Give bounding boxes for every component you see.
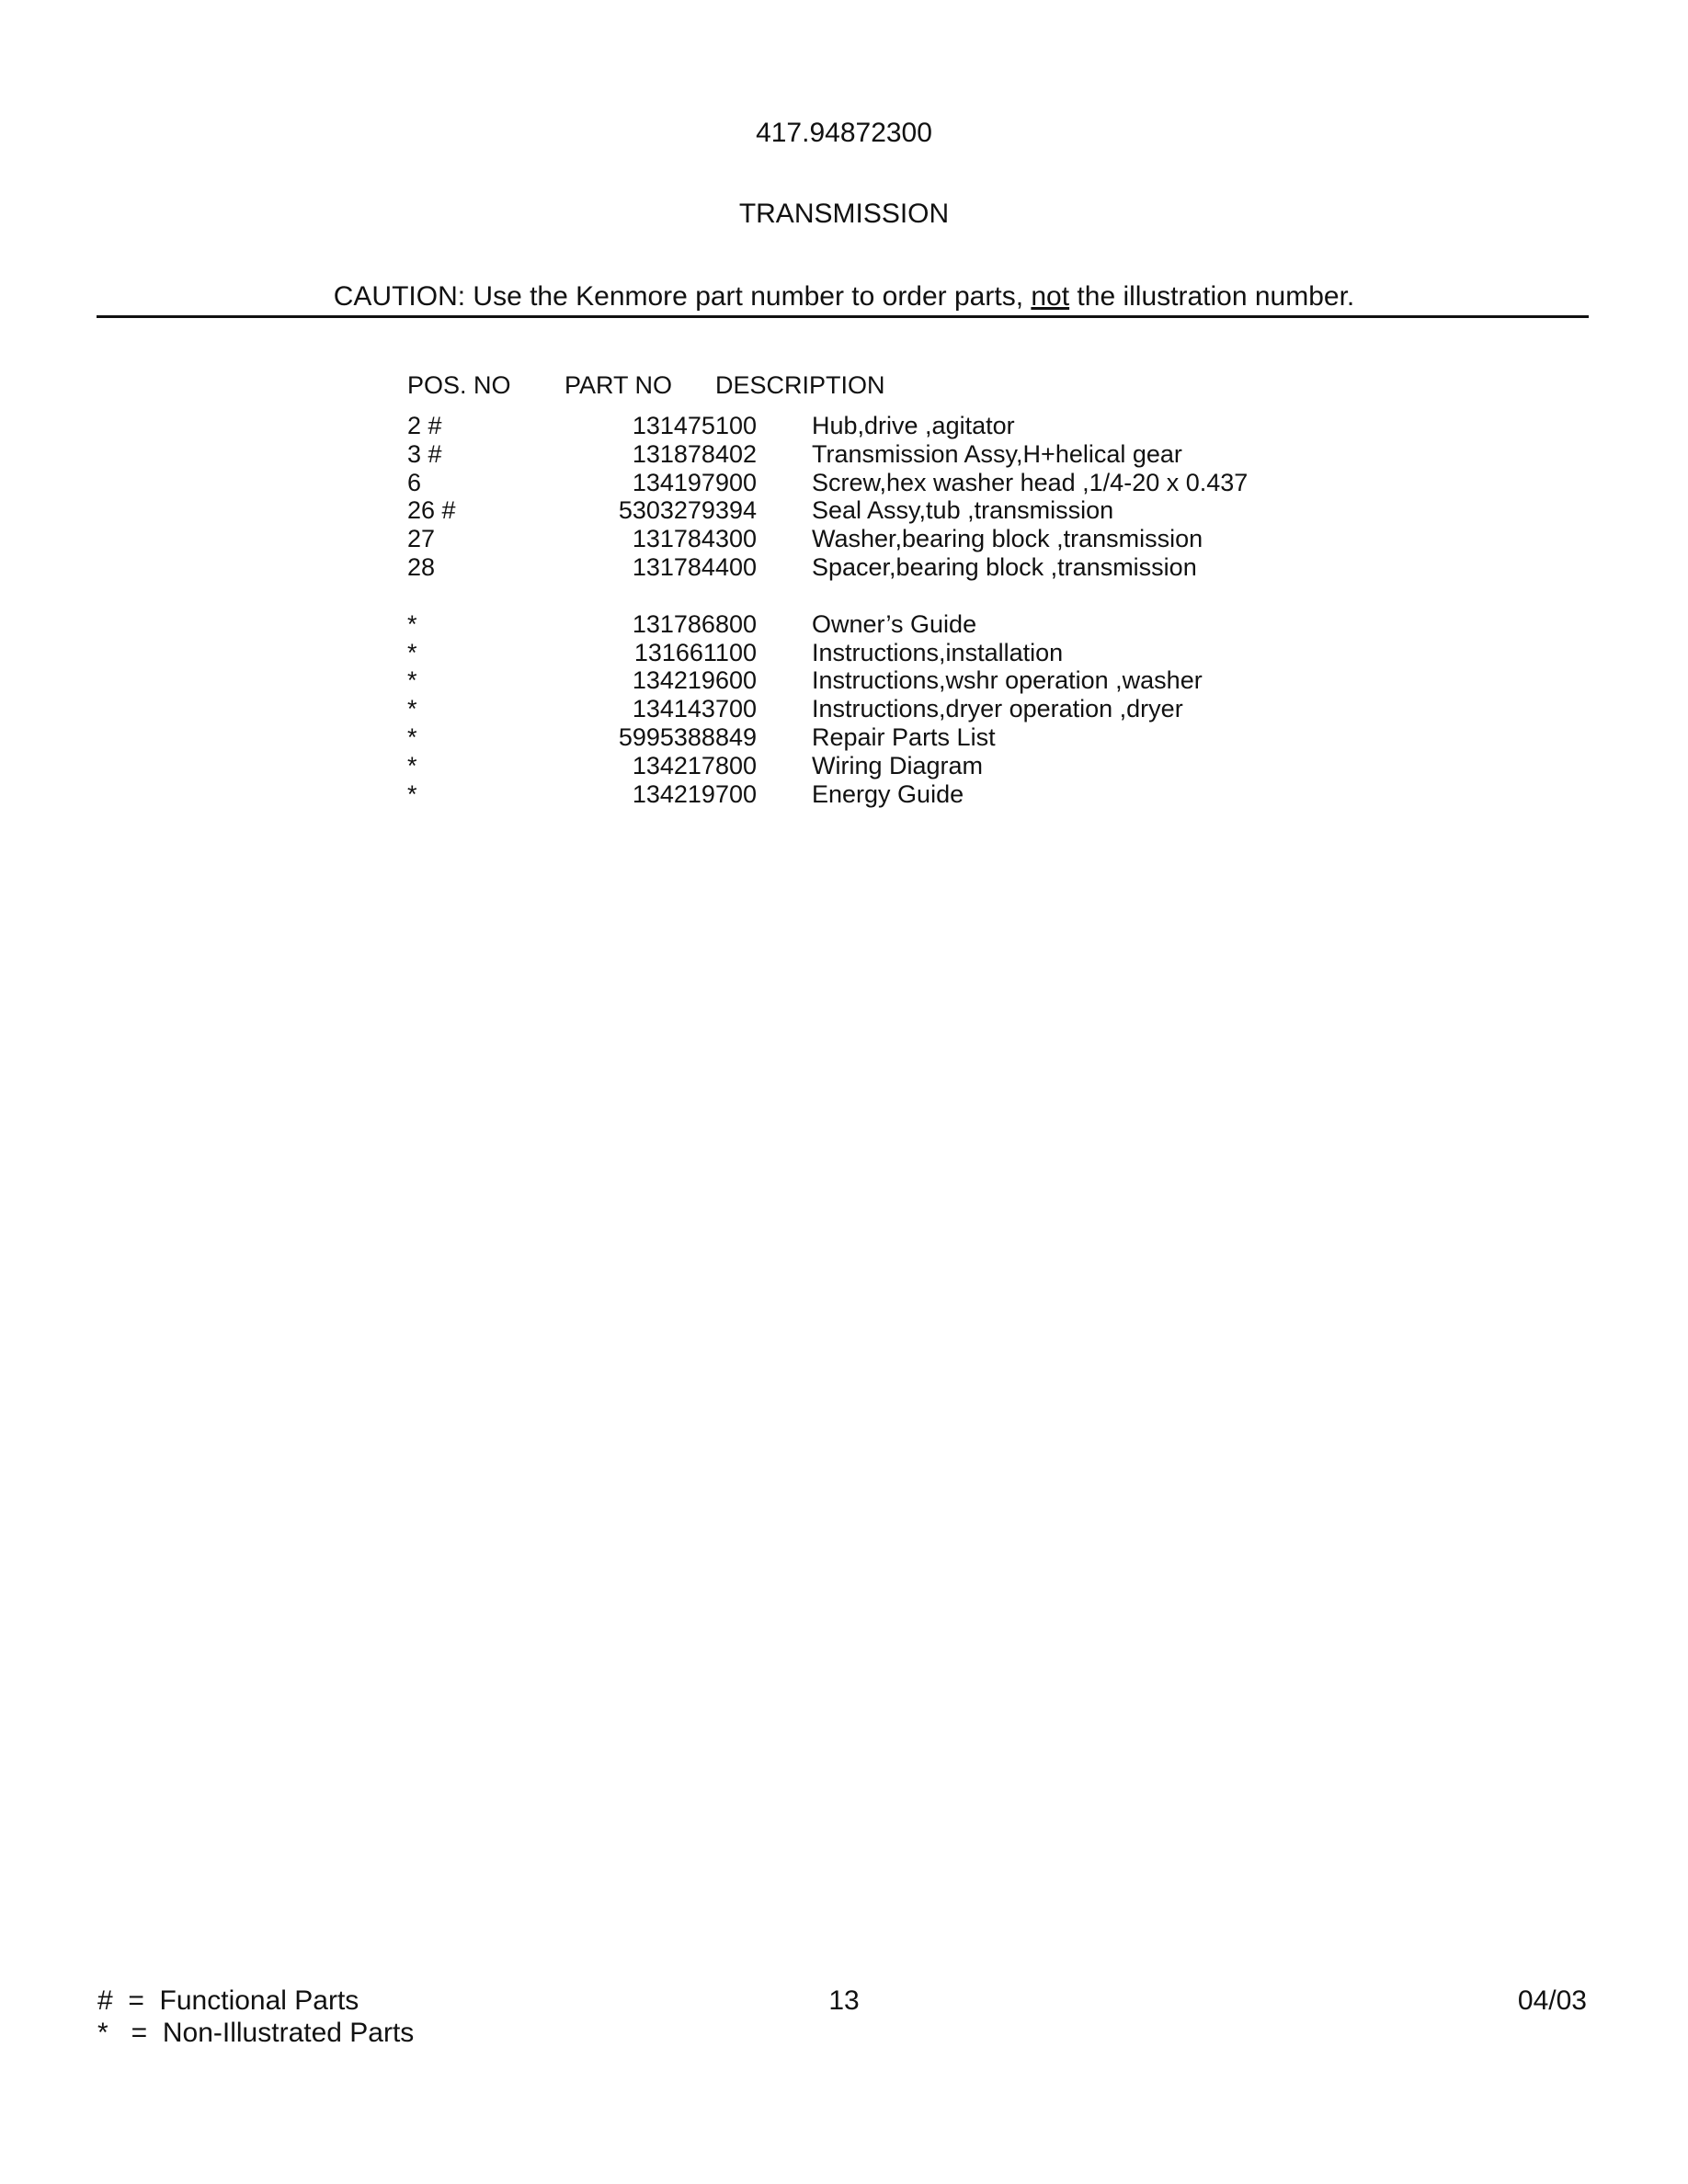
- pos-no: 26 #: [407, 496, 456, 525]
- section-title: TRANSMISSION: [738, 199, 950, 229]
- part-no: 134219600: [632, 666, 757, 695]
- pos-no: *: [407, 609, 417, 638]
- part-no: 131786800: [632, 609, 757, 638]
- page-number: 13: [828, 1985, 860, 2016]
- description: Wiring Diagram: [812, 751, 984, 779]
- part-no: 131784300: [632, 525, 757, 553]
- part-no: 131475100: [632, 412, 757, 439]
- description: Owner’s Guide: [812, 609, 977, 638]
- part-no: 134197900: [632, 468, 757, 496]
- caution-emphasis: not: [1031, 281, 1070, 312]
- pos-no: *: [407, 695, 417, 723]
- description: Instructions,dryer operation ,dryer: [812, 695, 1183, 723]
- model-number: 417.94872300: [756, 118, 932, 148]
- part-no: 131784400: [632, 552, 757, 581]
- revision-date: 04/03: [1517, 1985, 1587, 2016]
- pos-no: *: [407, 722, 417, 751]
- pos-no: 27: [407, 525, 436, 553]
- pos-no: 28: [407, 552, 436, 581]
- pos-no: 3 #: [407, 439, 442, 468]
- part-no: 131878402: [632, 439, 757, 468]
- part-no: 5995388849: [618, 722, 757, 751]
- legend-functional-parts: # = Functional Parts: [97, 1985, 359, 2016]
- pos-no: *: [407, 638, 417, 666]
- caution-text-after: the illustration number.: [1069, 281, 1355, 312]
- pos-no: 2 #: [407, 412, 442, 439]
- part-no: 134143700: [632, 695, 757, 723]
- description: Instructions,wshr operation ,washer: [812, 666, 1203, 695]
- description: Transmission Assy,H+helical gear: [812, 439, 1182, 468]
- caution-text-before: CAUTION: Use the Kenmore part number to order parts,: [333, 281, 1032, 312]
- pos-no: *: [407, 751, 417, 779]
- legend-non-illustrated-parts: * = Non-Illustrated Parts: [97, 2018, 415, 2048]
- description: Instructions,installation: [812, 638, 1064, 666]
- caution-notice: [0, 281, 1688, 313]
- part-no: 134217800: [632, 751, 757, 779]
- description: Seal Assy,tub ,transmission: [812, 496, 1114, 525]
- pos-no-header: POS. NO: [407, 371, 511, 399]
- pos-no: *: [407, 779, 417, 808]
- description: Washer,bearing block ,transmission: [812, 525, 1203, 553]
- header-divider: [97, 315, 1589, 318]
- pos-no: *: [407, 666, 417, 695]
- description: Hub,drive ,agitator: [812, 412, 1015, 439]
- pos-no: 6: [407, 468, 422, 496]
- part-no: 5303279394: [618, 496, 757, 525]
- description: Repair Parts List: [812, 722, 996, 751]
- description: Spacer,bearing block ,transmission: [812, 552, 1197, 581]
- description: Screw,hex washer head ,1/4-20 x 0.437: [812, 468, 1249, 496]
- description-header: DESCRIPTION: [715, 371, 885, 399]
- part-no: 134219700: [632, 779, 757, 808]
- part-no-header: PART NO: [565, 371, 673, 399]
- part-no: 131661100: [633, 638, 757, 666]
- description: Energy Guide: [812, 779, 964, 808]
